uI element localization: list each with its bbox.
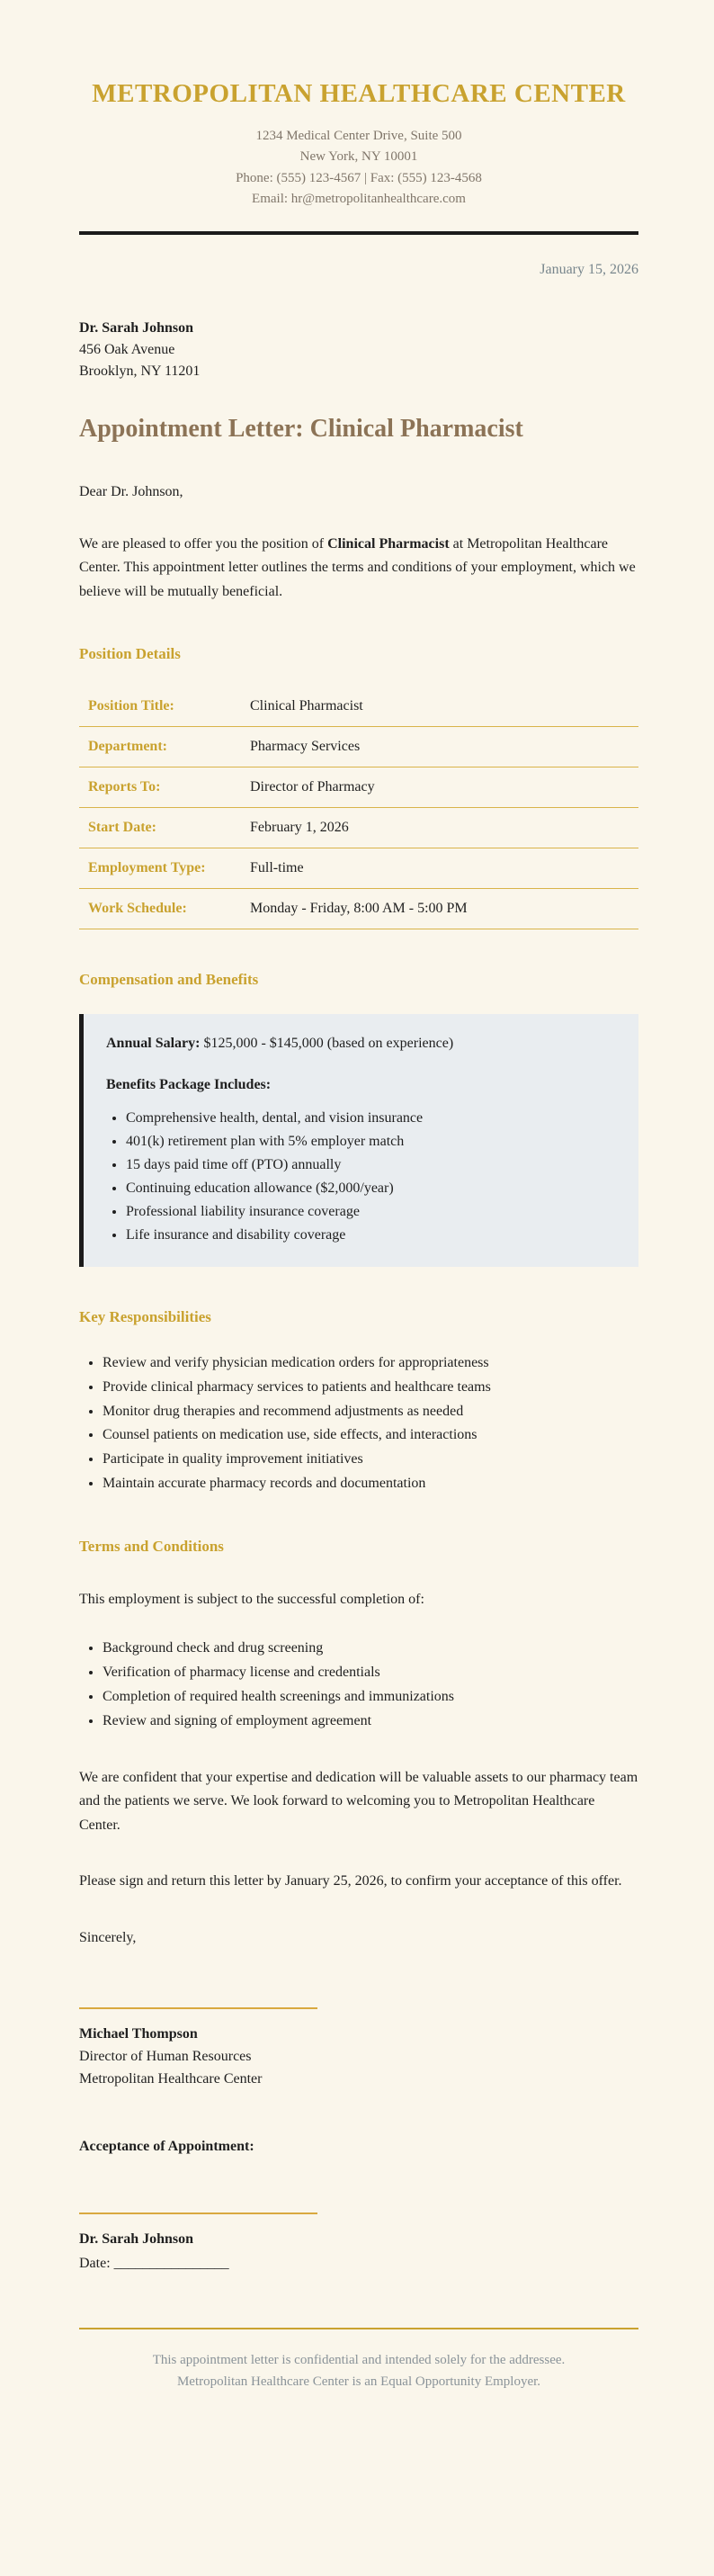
letterhead-contact-line: Phone: (555) 123-4567 | Fax: (555) 123-4568 xyxy=(236,170,482,185)
terms-intro: This employment is subject to the successful completion of: xyxy=(79,1592,424,1608)
position-details-table xyxy=(79,687,638,929)
detail-value: Full-time xyxy=(241,848,638,889)
section-heading-position-details: Position Details xyxy=(79,645,181,663)
annual-salary-line xyxy=(106,1032,616,1055)
detail-value: Director of Pharmacy xyxy=(241,767,638,808)
letterhead-address-line2: New York, NY 10001 xyxy=(299,149,418,165)
terms-list xyxy=(79,1637,638,1734)
organization-name: METROPOLITAN HEALTHCARE CENTER xyxy=(92,79,626,108)
responsibilities-list xyxy=(79,1351,638,1496)
letterhead xyxy=(79,76,638,210)
page-footer xyxy=(79,2328,638,2392)
detail-label: Reports To: xyxy=(79,767,241,808)
table-row xyxy=(79,727,638,767)
terms-item: • Background check and drug screening xyxy=(103,1637,638,1661)
acceptance-date-line: Date: ________________ xyxy=(79,2256,229,2272)
section-heading-responsibilities: Key Responsibilities xyxy=(79,1307,211,1325)
recipient-address-line1: 456 Oak Avenue xyxy=(79,342,175,358)
intro-paragraph xyxy=(79,533,638,604)
benefit-item: • 15 days paid time off (PTO) annually xyxy=(126,1153,616,1177)
detail-label: Work Schedule: xyxy=(79,889,241,929)
table-row xyxy=(79,687,638,727)
hr-signature-line xyxy=(79,2007,317,2009)
detail-label: Department: xyxy=(79,727,241,767)
section-heading-terms: Terms and Conditions xyxy=(79,1538,224,1556)
footer-confidentiality-line: This appointment letter is confidential and intended solely for the addressee. xyxy=(152,2352,566,2367)
sincerely-line: Sincerely, xyxy=(79,1929,137,1945)
table-row xyxy=(79,889,638,929)
responsibility-item: • Review and verify physician medication orders for appropriateness xyxy=(103,1351,638,1376)
benefit-item: • Life insurance and disability coverage xyxy=(126,1224,616,1247)
detail-label: Start Date: xyxy=(79,808,241,848)
footer-divider xyxy=(79,2328,638,2329)
closing-paragraph-2: Please sign and return this letter by January 25, 2026, to confirm your acceptance of this offer. xyxy=(79,1873,622,1889)
responsibility-item: • Maintain accurate pharmacy records and documentation xyxy=(103,1472,638,1496)
benefit-item: • 401(k) retirement plan with 5% employer match xyxy=(126,1130,616,1153)
letterhead-address-line1: 1234 Medical Center Drive, Suite 500 xyxy=(255,129,462,144)
header-divider xyxy=(79,231,638,235)
responsibility-item: • Counsel patients on medication use, side effects, and interactions xyxy=(103,1423,638,1448)
letterhead-email-line: Email: hr@metropolitanhealthcare.com xyxy=(252,191,466,206)
acceptance-signee-block xyxy=(79,2229,638,2275)
benefit-item: • Professional liability insurance coverage xyxy=(126,1200,616,1224)
responsibility-item: • Provide clinical pharmacy services to patients and healthcare teams xyxy=(103,1376,638,1400)
detail-value: Monday - Friday, 8:00 AM - 5:00 PM xyxy=(241,889,638,929)
letter-title: Appointment Letter: Clinical Pharmacist xyxy=(79,415,523,444)
signer-organization: Metropolitan Healthcare Center xyxy=(79,2070,263,2087)
recipient-block xyxy=(79,318,638,382)
responsibility-item: • Monitor drug therapies and recommend adjustments as needed xyxy=(103,1400,638,1424)
terms-item: • Review and signing of employment agreement xyxy=(103,1710,638,1734)
annual-salary-value: $125,000 - $145,000 (based on experience) xyxy=(200,1036,454,1052)
terms-item: • Completion of required health screenings and immunizations xyxy=(103,1685,638,1710)
acceptance-heading: Acceptance of Appointment: xyxy=(79,2139,254,2155)
section-heading-compensation: Compensation and Benefits xyxy=(79,971,259,989)
recipient-address-line2: Brooklyn, NY 11201 xyxy=(79,364,201,380)
acceptance-signature-line xyxy=(79,2212,317,2214)
signer-name: Michael Thompson xyxy=(79,2025,198,2042)
detail-value: February 1, 2026 xyxy=(241,808,638,848)
signer-title: Director of Human Resources xyxy=(79,2048,252,2064)
intro-position-bold: Clinical Pharmacist xyxy=(327,536,450,552)
benefits-package-label-text: Benefits Package Includes: xyxy=(106,1076,272,1092)
footer-eeo-line: Metropolitan Healthcare Center is an Equal Opportunity Employer. xyxy=(176,2374,541,2389)
letter-date: January 15, 2026 xyxy=(540,262,638,278)
acceptance-signee-name: Dr. Sarah Johnson xyxy=(79,2231,194,2248)
benefit-item: • Continuing education allowance ($2,000/year) xyxy=(126,1177,616,1200)
intro-text-after: at Metropolitan Healthcare Center. This appointment letter outlines the terms and conditions of your employment, which we believe will be mutually beneficial. xyxy=(79,536,636,599)
compensation-box xyxy=(79,1014,638,1267)
detail-label: Position Title: xyxy=(79,687,241,727)
recipient-name: Dr. Sarah Johnson xyxy=(79,320,194,337)
table-row xyxy=(79,767,638,808)
terms-item: • Verification of pharmacy license and credentials xyxy=(103,1661,638,1685)
hr-signer-block xyxy=(79,2024,638,2090)
detail-label: Employment Type: xyxy=(79,848,241,889)
salutation: Dear Dr. Johnson, xyxy=(79,484,183,500)
intro-text-before: We are pleased to offer you the position of xyxy=(79,536,328,552)
footer-text-block xyxy=(79,2349,638,2392)
closing-paragraph-1: We are confident that your expertise and dedication will be valuable assets to our pharmacy team and the patients we serve. We look forward to welcoming you to Metropolitan Healthcare Center. xyxy=(79,1769,638,1833)
annual-salary-label: Annual Salary: xyxy=(106,1036,201,1052)
table-row xyxy=(79,808,638,848)
benefits-package-label xyxy=(106,1073,616,1097)
benefits-list xyxy=(106,1107,616,1246)
detail-value: Clinical Pharmacist xyxy=(241,687,638,727)
detail-value: Pharmacy Services xyxy=(241,727,638,767)
table-row xyxy=(79,848,638,889)
benefit-item: • Comprehensive health, dental, and vision insurance xyxy=(126,1107,616,1130)
responsibility-item: • Participate in quality improvement initiatives xyxy=(103,1448,638,1472)
